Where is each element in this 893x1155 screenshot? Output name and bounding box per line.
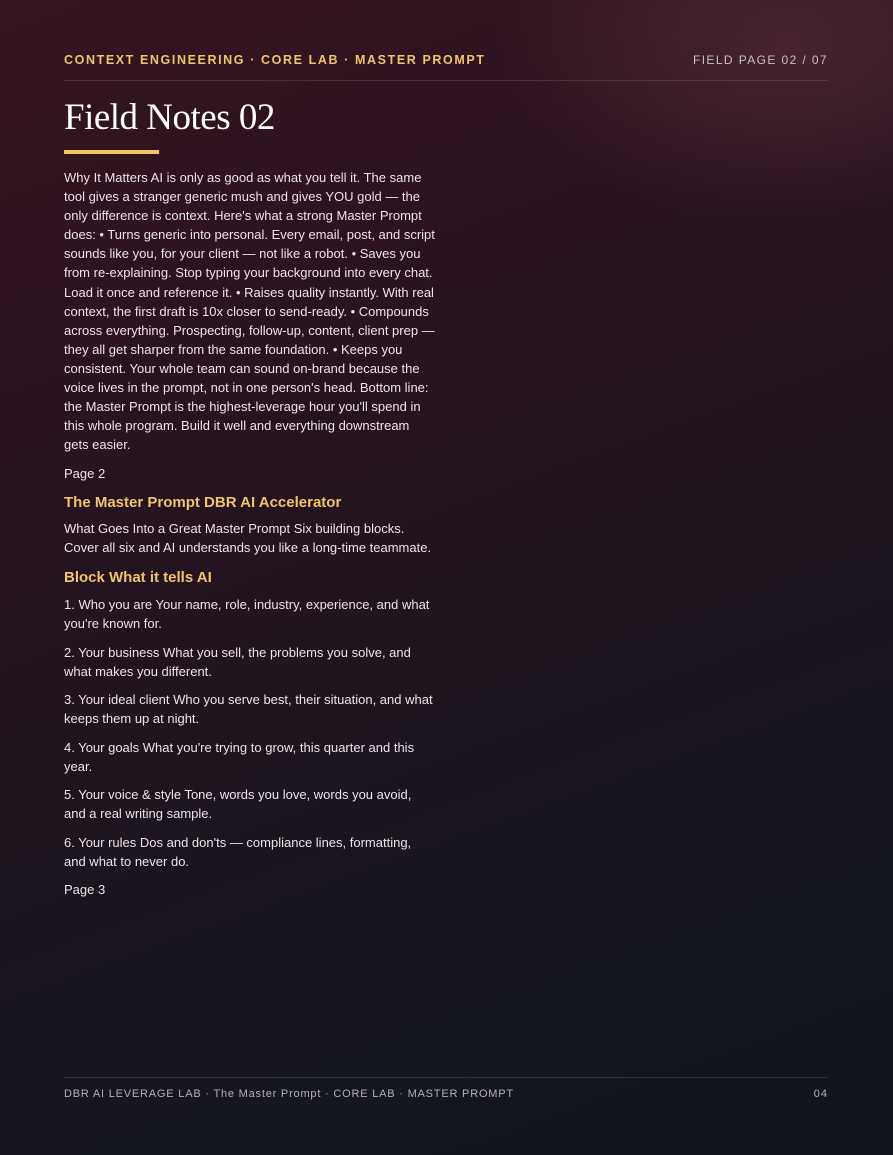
list-item: 1. Who you are Your name, role, industry, experience, and what you're known for. bbox=[64, 597, 430, 632]
section-description: What Goes Into a Great Master Prompt Six building blocks. Cover all six and AI understands you like a long-time teammate. bbox=[64, 521, 432, 555]
section-heading: The Master Prompt DBR AI Accelerator bbox=[64, 494, 342, 512]
intro-paragraph: Why It Matters AI is only as good as what you tell it. The same tool gives a stranger generic mush and gives YOU gold — the only difference is context. Here's what a strong Master Prompt does: • Turns generic into personal. Every email, post, and script sounds like you, for your client — not like a robot. • Saves you from re-explaining. Stop typing your background into every chat. Load it once and reference it. • Raises quality instantly. With real context, the first draft is 10x closer to send-ready. • Compounds across everything. Prospecting, follow-up, content, client prep — they all get sharper from the same foundation. • Keeps you consistent. Your whole team can sound on-brand because the voice lives in the prompt, not in one person's head. Bottom line: the Master Prompt is the highest-leverage hour you'll spend in this whole program. Build it well and everything downstream gets easier. bbox=[64, 170, 435, 453]
page-header bbox=[64, 53, 828, 81]
list-item: 3. Your ideal client Who you serve best, their situation, and what keeps them up at night. bbox=[64, 692, 433, 727]
title-underline bbox=[64, 150, 159, 154]
page-footer bbox=[64, 1077, 828, 1108]
header-section-label: CONTEXT ENGINEERING · CORE LAB · MASTER PROMPT bbox=[64, 53, 486, 67]
page-marker: Page 2 bbox=[64, 466, 106, 482]
list-item: 6. Your rules Dos and don'ts — compliance lines, formatting, and what to never do. bbox=[64, 834, 412, 869]
main-content bbox=[64, 168, 436, 899]
list-item: 5. Your voice & style Tone, words you love, words you avoid, and a real writing sample. bbox=[64, 787, 412, 822]
page-marker: Page 3 bbox=[64, 882, 106, 898]
page-title: Field Notes 02 bbox=[64, 97, 275, 138]
blocks-heading: Block What it tells AI bbox=[64, 569, 212, 587]
building-blocks-list bbox=[64, 595, 436, 871]
footer-page-number: 04 bbox=[813, 1088, 828, 1100]
footer-credits: DBR AI LEVERAGE LAB · The Master Prompt · CORE LAB · MASTER PROMPT bbox=[64, 1088, 514, 1100]
list-item: 4. Your goals What you're trying to grow, this quarter and this year. bbox=[64, 739, 415, 774]
list-item: 2. Your business What you sell, the problems you solve, and what makes you different. bbox=[64, 644, 411, 679]
header-page-indicator: FIELD PAGE 02 / 07 bbox=[692, 53, 828, 67]
